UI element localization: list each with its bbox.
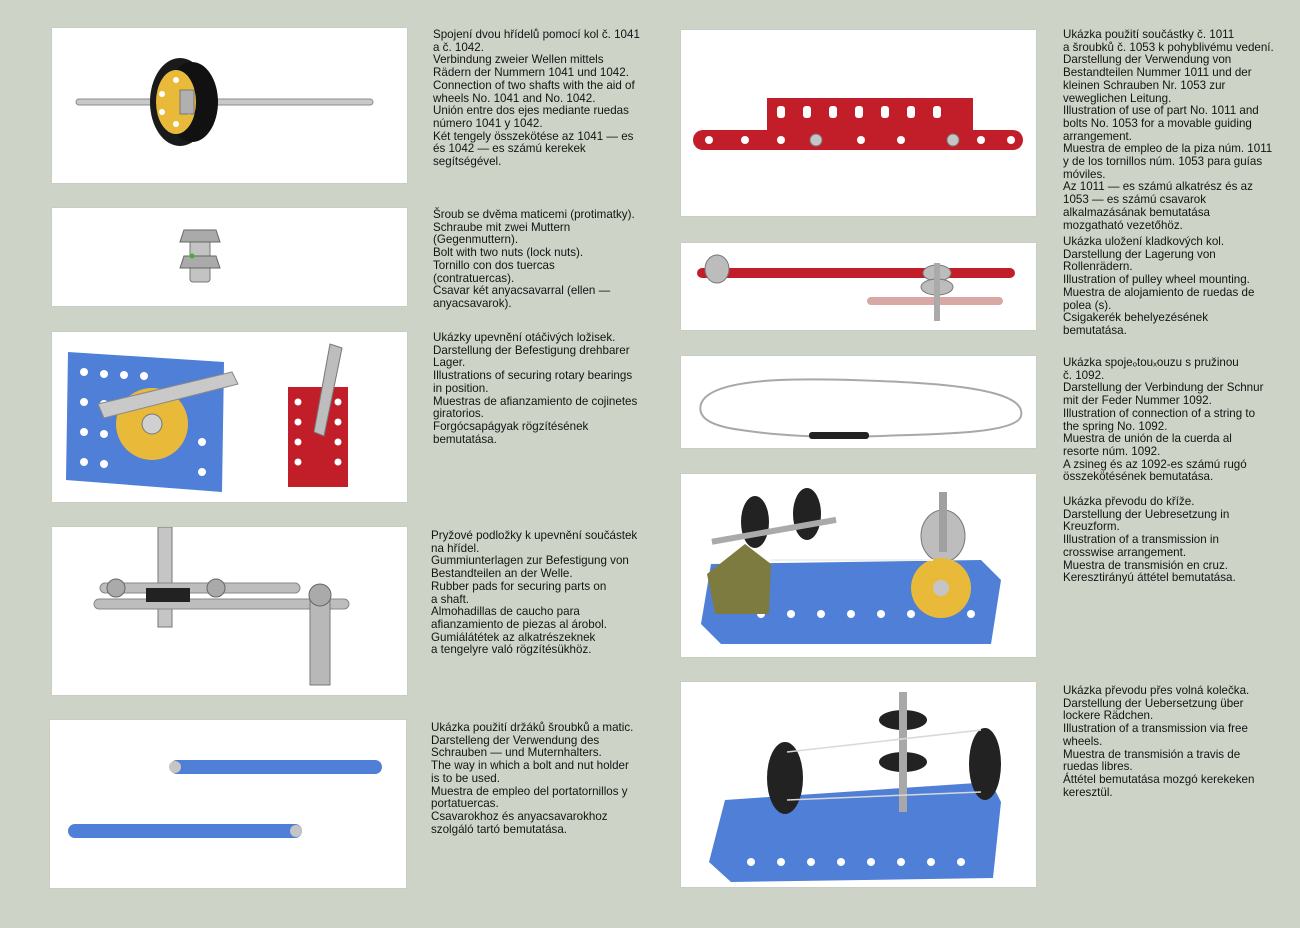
text-en: Illustration of a transmission in crosswise arrangement.: [1063, 533, 1219, 559]
text-es: Muestra de empleo del portatornillos y portatuercas.: [431, 784, 628, 811]
caption-bolt-nut-holder: [431, 722, 633, 836]
text-cs: Ukázka převodu přes volná kolečka.: [1063, 684, 1250, 697]
photo-crosswise-transmission: [681, 474, 1036, 657]
photo-wheels-on-shafts: [52, 28, 407, 183]
text-hu: Forgócsapágyak rögzítésének bemutatása.: [433, 419, 589, 446]
text-de: Darstellung der Uebersetzung über lockere Rädchen.: [1063, 696, 1244, 723]
text-es: Muestra de transmisión a travis de ruedas libres.: [1063, 747, 1241, 774]
text-hu: A zsineg és az 1092-es számú rugó összekötésének bemutatása.: [1063, 457, 1247, 484]
text-de: Darstellung der Befestigung drehbarer Lager.: [433, 343, 630, 370]
text-cs: Spojení dvou hřídelů pomocí kol č. 1041 a č. 1042.: [433, 28, 640, 54]
photo-bolt-two-nuts: [52, 208, 407, 306]
text-es: Tornillo con dos tuercas (contratuercas).: [433, 258, 555, 285]
photo-string-spring: [681, 356, 1036, 448]
text-cs: Ukázky upevnění otáčivých ložisek.: [433, 331, 616, 344]
text-es: Muestra de unión de la cuerda al resorte núm. 1092.: [1063, 432, 1232, 458]
text-de: Darstellung der Verwendung von Bestandteilen Nummer 1011 und der kleinen Schrauben Nr. 1053 zur veweglichen Leitung.: [1063, 53, 1252, 105]
text-cs: Šroub se dvěma maticemi (protimatky).: [433, 208, 635, 221]
photo-rotary-bearings: [52, 332, 407, 502]
text-en: Illustration of use of part No. 1011 and bolts No. 1053 for a movable guiding arrangement.: [1063, 104, 1259, 143]
text-cs: Ukázka uložení kladkových kol.: [1063, 235, 1225, 248]
text-de: Schraube mit zwei Muttern (Gegenmuttern).: [433, 220, 571, 247]
text-en: Illustration of pulley wheel mounting.: [1063, 273, 1250, 287]
caption-bolt-nuts: [433, 209, 635, 311]
text-cs: Pryžové podložky k upevnění součástek na hřídel.: [431, 529, 638, 555]
photo-rubber-pads: [52, 527, 407, 695]
text-cs: Ukázka použití součástky č. 1011 a šroubků č. 1053 k pohyblivému vedení.: [1063, 28, 1274, 54]
text-es: Muestra de transmisión en cruz.: [1063, 558, 1228, 572]
text-cs: Ukázka použití držáků šroubků a matic.: [431, 721, 634, 734]
text-es: Muestra de empleo de la piza núm. 1011 y de los tornillos núm. 1053 para guías móviles.: [1063, 142, 1273, 181]
text-en: The way in which a bolt and nut holder is to be used.: [431, 759, 629, 785]
text-en: Connection of two shafts with the aid of wheels No. 1041 and No. 1042.: [433, 78, 635, 105]
photo-pulley-mounting: [681, 243, 1036, 330]
caption-pulley-mounting: [1063, 236, 1254, 338]
text-de: Darstellung der Uebresetzung in Kreuzform.: [1063, 507, 1230, 534]
text-hu: Csavarokhoz és anyacsavarokhoz szolgáló tartó bemutatása.: [431, 809, 608, 836]
text-es: Muestras de afianzamiento de cojinetes giratorios.: [433, 394, 638, 421]
text-de: Darstelleng der Verwendung des Schrauben — und Muternhalters.: [431, 733, 602, 760]
caption-free-wheels-transmission: [1063, 685, 1254, 799]
text-de: Gummiunterlagen zur Befestigung von Bestandteilen an der Welle.: [431, 554, 629, 581]
text-cs: Ukázka převodu do kříže.: [1063, 495, 1195, 508]
caption-string-spring: [1063, 357, 1263, 484]
photo-free-wheels-transmission: [681, 682, 1036, 887]
text-es: Unión entre dos ejes mediante ruedas número 1041 y 1042.: [433, 104, 629, 130]
text-es: Muestra de alojamiento de ruedas de polea (s).: [1063, 285, 1255, 312]
text-hu: Gumiálátétek az alkatrészeknek a tengelyre való rögzítésükhöz.: [431, 630, 596, 657]
caption-shaft-connection: [433, 29, 640, 169]
text-cs: Ukázka spojeₒtouₓouzu s pružinou č. 1092.: [1063, 356, 1239, 382]
text-hu: Csavar két anyacsavarral (ellen — anyacsavarok).: [433, 284, 611, 310]
text-hu: Csigakerék behelyezésének bemutatása.: [1063, 311, 1209, 337]
text-hu: Áttétel bemutatása mozgó kerekeken keresztül.: [1063, 772, 1255, 799]
text-en: Rubber pads for securing parts on a shaft.: [431, 579, 607, 606]
caption-crosswise-transmission: [1063, 496, 1236, 585]
text-en: Illustration of a transmission via free wheels.: [1063, 722, 1248, 748]
text-hu: Két tengely összekötése az 1041 — es és 1042 — es számú kerekek segítségével.: [433, 129, 634, 169]
text-de: Verbindung zweier Wellen mittels Rädern der Nummern 1041 und 1042.: [433, 53, 629, 80]
text-hu: Az 1011 — es számú alkatrész és az 1053 — es számú csavarok alkalmazásának bemutatása mozgatható vezetőhöz.: [1063, 180, 1253, 232]
text-en: Illustrations of securing rotary bearings in position.: [433, 369, 633, 395]
photo-bolt-nut-holder: [50, 720, 406, 888]
text-de: Darstellung der Verbindung der Schnur mit der Feder Nummer 1092.: [1063, 381, 1264, 408]
caption-rotary-bearings: [433, 332, 637, 446]
text-en: Bolt with two nuts (lock nuts).: [433, 246, 584, 260]
text-hu: Keresztirányú áttétel bemutatása.: [1063, 571, 1236, 585]
photo-movable-guide: [681, 30, 1036, 216]
text-de: Darstellung der Lagerung von Rollenrädern.: [1063, 247, 1216, 274]
caption-rubber-pads: [431, 530, 637, 657]
text-en: Illustration of connection of a string to the spring No. 1092.: [1063, 406, 1256, 433]
text-es: Almohadillas de caucho para afianzamiento de piezas al árobol.: [431, 605, 607, 631]
caption-movable-guide: [1063, 29, 1274, 232]
